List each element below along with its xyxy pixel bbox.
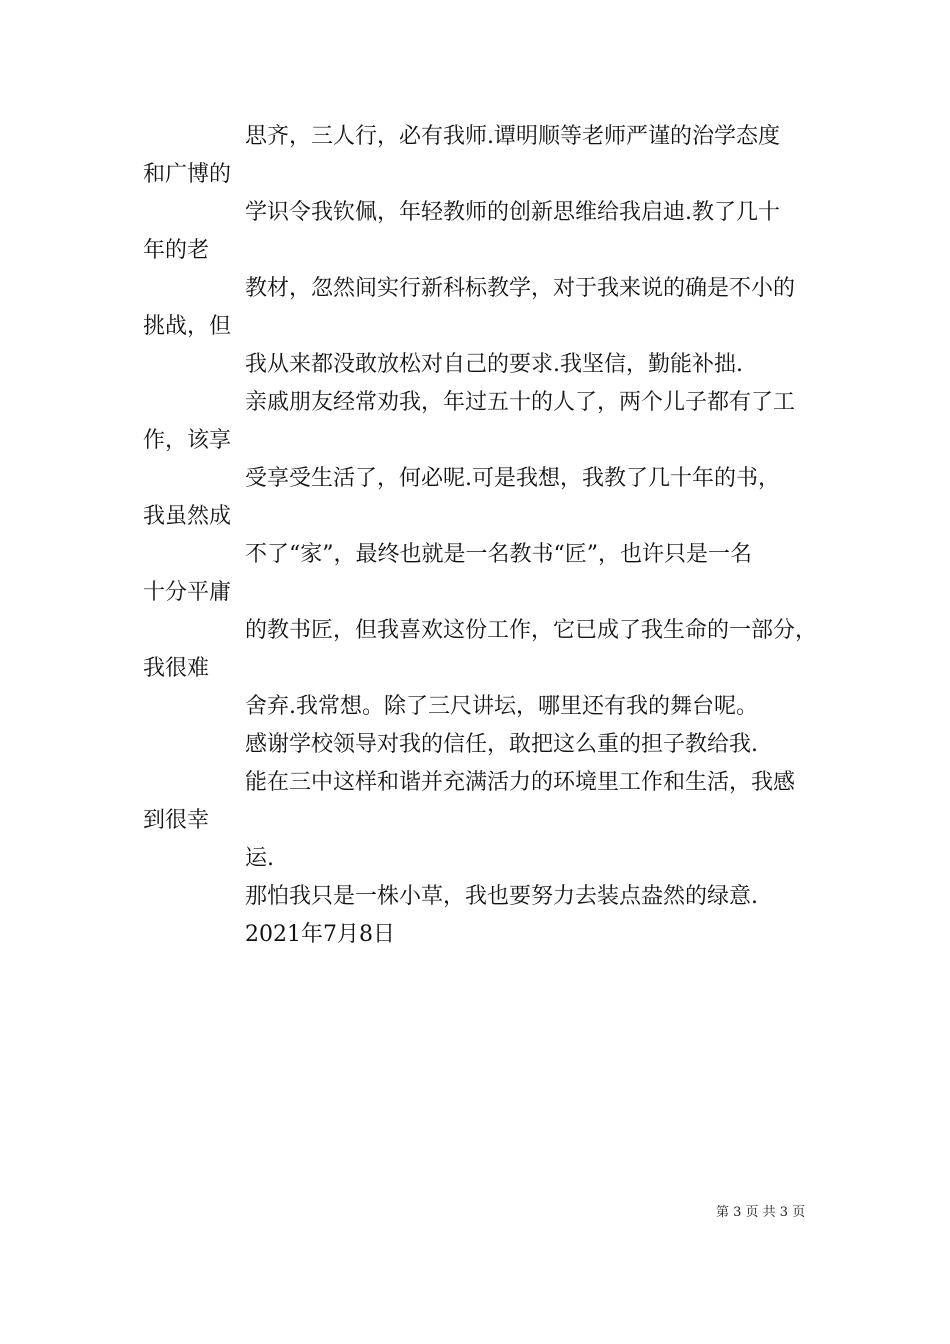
text-line: 我从来都没敢放松对自己的要求.我坚信，勤能补拙. [245, 352, 743, 377]
text-line: 挑战，但 [143, 314, 232, 339]
text-line: 到很幸 [143, 808, 210, 833]
page-number-footer: 第 3 页 共 3 页 [716, 1205, 806, 1220]
text-line: 和广博的 [143, 162, 232, 187]
text-line: 不了“家”，最终也就是一名教书“匠”，也许只是一名 [245, 542, 752, 567]
text-line: 能在三中这样和谐并充满活力的环境里工作和生活，我感 [245, 770, 796, 795]
text-line: 那怕我只是一株小草，我也要努力去装点盎然的绿意. [245, 884, 758, 909]
text-line: 年的老 [143, 238, 210, 263]
text-line: 我虽然成 [143, 504, 232, 529]
text-line: 思齐，三人行，必有我师.谭明顺等老师严谨的治学态度 [245, 124, 780, 149]
text-line: 的教书匠，但我喜欢这份工作，它已成了我生命的一部分， [245, 618, 818, 643]
text-line: 舍弃.我常想。除了三尺讲坛，哪里还有我的舞台呢。 [245, 694, 758, 719]
text-line: 我很难 [143, 656, 210, 681]
text-line: 感谢学校领导对我的信任，敢把这么重的担子教给我. [245, 732, 758, 757]
text-line: 亲戚朋友经常劝我，年过五十的人了，两个儿子都有了工 [245, 390, 796, 415]
text-line: 教材，忽然间实行新科标教学，对于我来说的确是不小的 [245, 276, 796, 301]
document-body [0, 118, 950, 954]
text-line: 运. [245, 846, 274, 871]
text-line: 十分平庸 [143, 580, 232, 605]
text-line: 受享受生活了，何必呢.可是我想，我教了几十年的书， [245, 466, 780, 491]
text-line: 作，该享 [143, 428, 232, 453]
text-line: 学识令我钦佩，年轻教师的创新思维给我启迪.教了几十 [245, 200, 780, 225]
date-line: 2021年7月8日 [245, 922, 395, 947]
